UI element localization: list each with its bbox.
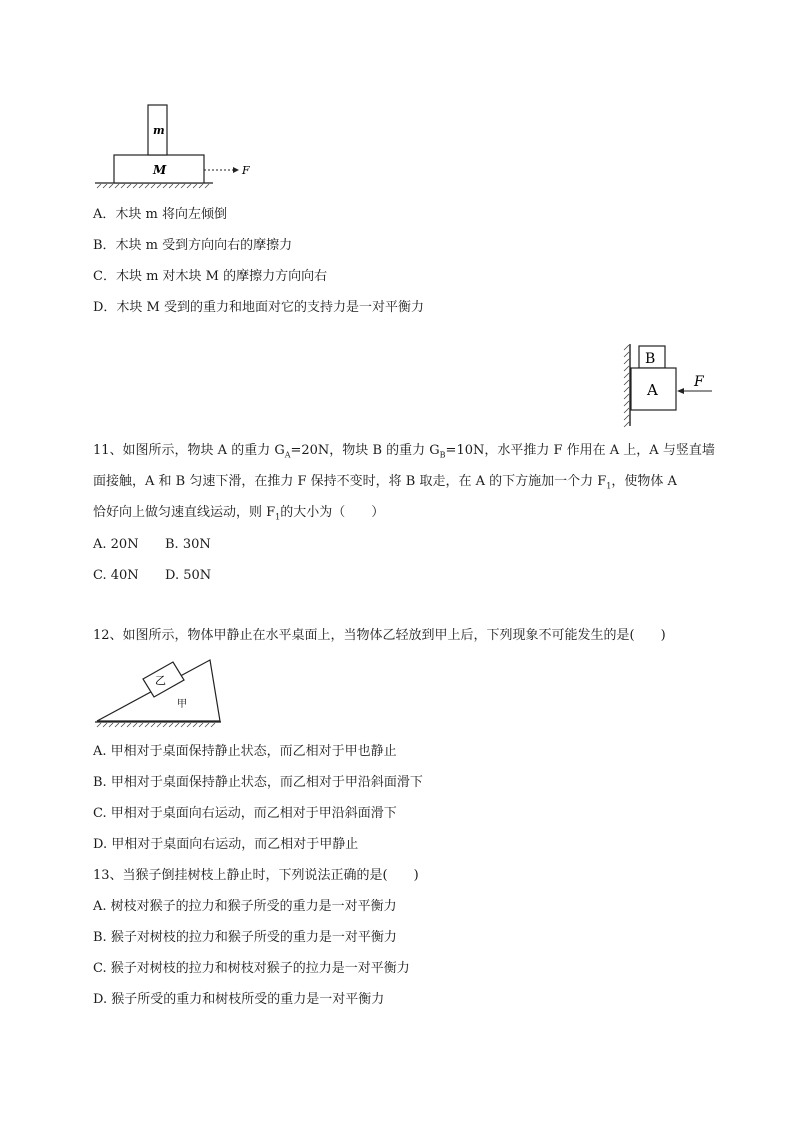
block-b-label: B — [645, 351, 656, 367]
wedge-jia-label: 甲 — [177, 699, 187, 710]
big-block-label: M — [153, 163, 167, 177]
force-f-label: F — [694, 374, 704, 390]
q12-option-d: D. 甲相对于桌面向右运动，而乙相对于甲静止 — [93, 837, 359, 852]
force-label: F — [242, 164, 250, 177]
block-a-label: A — [647, 381, 658, 399]
q10-option-b: B．木块 m 受到方向向右的摩擦力 — [93, 238, 293, 253]
q13-stem: 13、当猴子倒挂树枝上静止时，下列说法正确的是( ) — [93, 868, 419, 883]
q11-stem-line-2: 面接触，A 和 B 匀速下滑，在推力 F 保持不变时，将 B 取走，在 A 的下方施加一个力 $F_1$，使物体 A — [93, 474, 677, 491]
figure-stacked-blocks — [93, 100, 263, 190]
q11-options-row-1 — [93, 537, 211, 553]
q11-stem-line-3: 恰好向上做匀速直线运动，则 $F_1$的大小为（ ） — [93, 505, 385, 522]
q11-stem-line-1: 11、如图所示，物块 A 的重力 $G_A=20N$，物块 B 的重力 $G_B=10N$，水平推力 F 作用在 A 上，A 与竖直墙 — [93, 443, 715, 460]
q12-option-a: A. 甲相对于桌面保持静止状态，而乙相对于甲也静止 — [93, 744, 397, 759]
block-yi-label: 乙 — [155, 674, 166, 687]
q11-option-d: D. 50N — [165, 568, 212, 583]
q10-option-c: C．木块 m 对木块 M 的摩擦力方向向右 — [93, 269, 328, 284]
q12-stem: 12、如图所示，物体甲静止在水平桌面上，当物体乙轻放到甲上后，下列现象不可能发生的是( ) — [93, 628, 666, 643]
small-block-label: m — [153, 124, 165, 137]
q13-option-a: A. 树枝对猴子的拉力和猴子所受的重力是一对平衡力 — [93, 899, 397, 914]
q13-option-b: B. 猴子对树枝的拉力和猴子所受的重力是一对平衡力 — [93, 930, 397, 945]
figure-wall-blocks — [618, 340, 718, 430]
q13-option-d: D. 猴子所受的重力和树枝所受的重力是一对平衡力 — [93, 992, 385, 1007]
q12-option-b: B. 甲相对于桌面保持静止状态，而乙相对于甲沿斜面滑下 — [93, 775, 423, 790]
q12-option-c: C. 甲相对于桌面向右运动，而乙相对于甲沿斜面滑下 — [93, 806, 397, 821]
q11-option-c: C. 40N — [93, 568, 139, 583]
q11-option-b: B. 30N — [165, 537, 211, 552]
figure-wedge — [93, 650, 228, 730]
q13-option-c: C. 猴子对树枝的拉力和树枝对猴子的拉力是一对平衡力 — [93, 961, 410, 976]
q10-option-a: A．木块 m 将向左倾倒 — [93, 207, 227, 222]
q11-options-row-2 — [93, 568, 211, 584]
q11-option-a: A. 20N — [93, 537, 139, 552]
q10-option-d: D．木块 M 受到的重力和地面对它的支持力是一对平衡力 — [93, 300, 424, 315]
